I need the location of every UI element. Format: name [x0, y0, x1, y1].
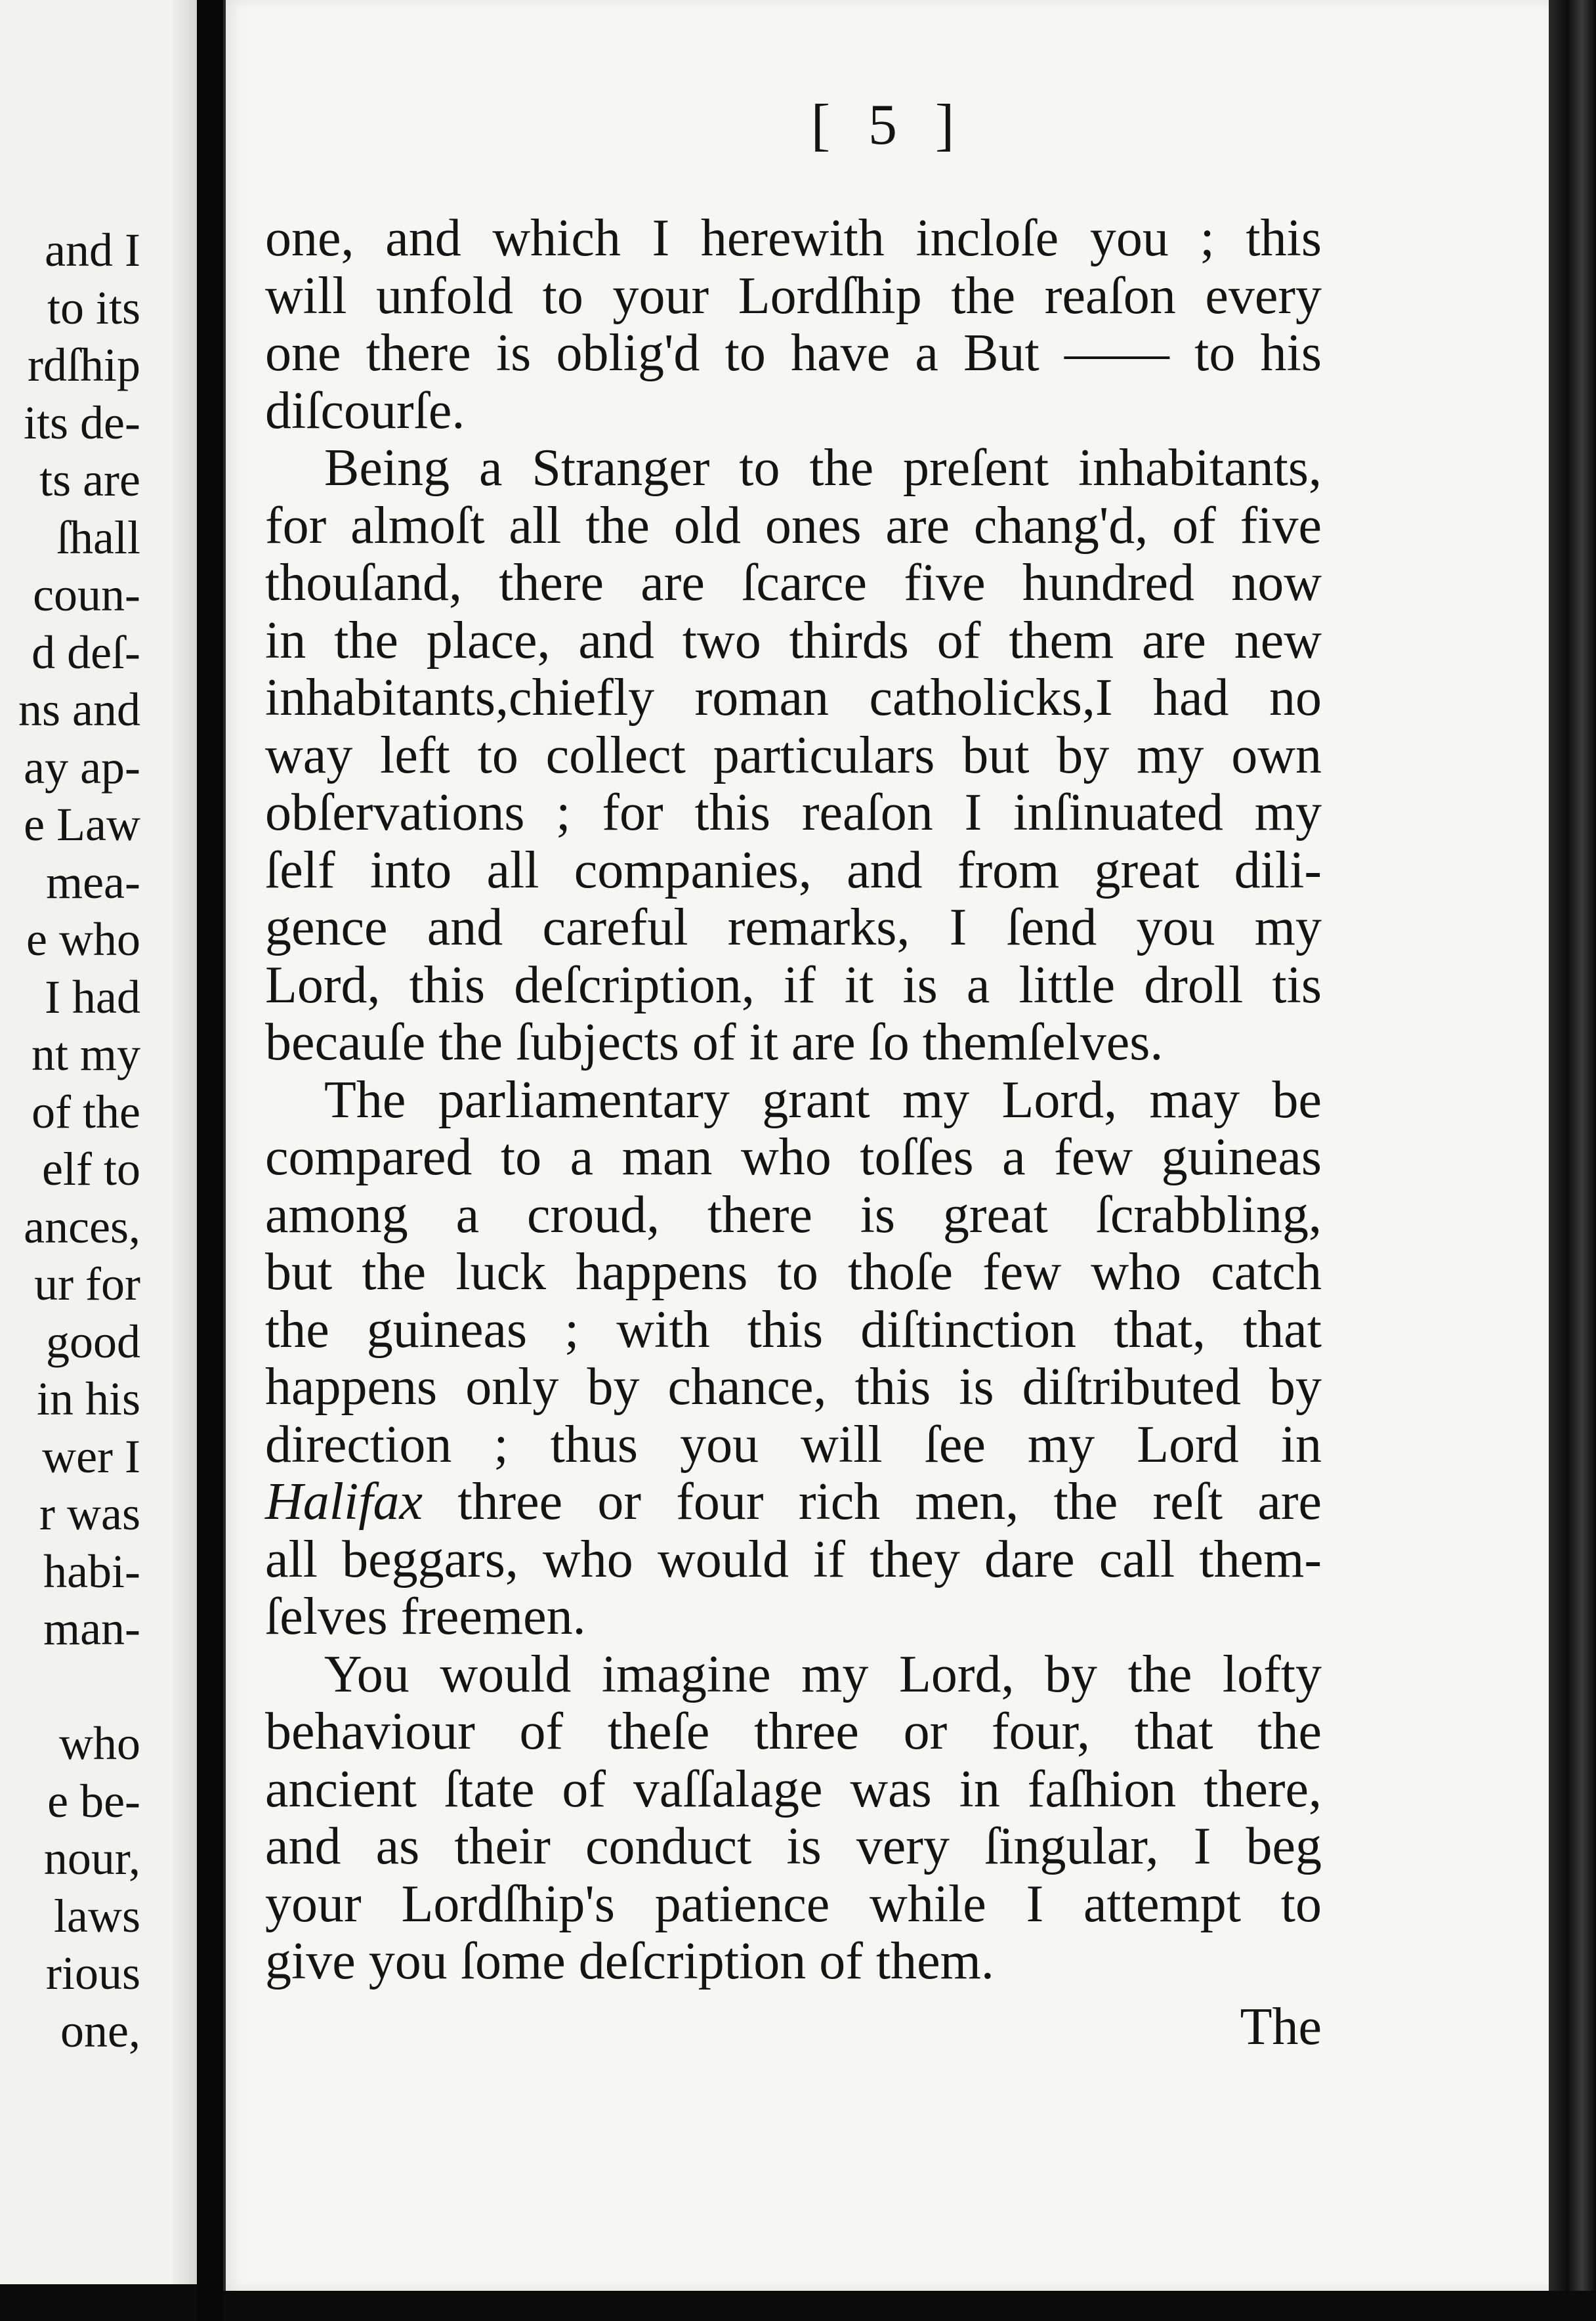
- text-line: ſelf into all companies, and from great dili-: [265, 841, 1322, 899]
- text-line: becauſe the ſubjects of it are ſo themſelves.: [265, 1013, 1164, 1071]
- previous-page-line: e Law: [24, 798, 140, 851]
- previous-page-line: who: [59, 1717, 140, 1770]
- current-page: [223, 0, 1551, 2291]
- place-name: Halifax: [265, 1473, 423, 1531]
- text-line: your Lordſhip's patience while I attempt to: [265, 1875, 1322, 1933]
- previous-page-line: nour,: [43, 1832, 140, 1884]
- text-line: all beggars, who would if they dare call them-: [265, 1530, 1322, 1588]
- text-line: way left to collect particulars but by my own: [265, 726, 1322, 784]
- previous-page-line: elf to: [42, 1143, 140, 1195]
- text-line: inhabitants,chiefly roman catholicks,I had no: [265, 669, 1322, 727]
- page-edges: [1549, 0, 1596, 2321]
- previous-page-line: e who: [26, 913, 140, 966]
- previous-page-line: ts are: [39, 454, 140, 506]
- page-number-header: [ 5 ]: [810, 93, 967, 157]
- previous-page-line: nt my: [31, 1028, 140, 1080]
- text-line: diſcourſe.: [265, 381, 465, 440]
- text-line: one there is oblig'd to have a But —— to his: [265, 324, 1322, 382]
- previous-page-line: in his: [36, 1373, 140, 1425]
- catchword: The: [1240, 1998, 1322, 2056]
- previous-page-line: laws: [54, 1889, 140, 1942]
- text-line: compared to a man who toſſes a few guineas: [265, 1128, 1322, 1186]
- text-line: Being a Stranger to the preſent inhabitants,: [324, 439, 1322, 497]
- text-line: Lord, this deſcription, if it is a little droll tis: [265, 956, 1322, 1014]
- text-line: ancient ſtate of vaſſalage was in faſhion there,: [265, 1760, 1322, 1818]
- previous-page-line: its de-: [24, 396, 140, 449]
- body-text: [265, 210, 1322, 1991]
- previous-page-line: man-: [43, 1602, 140, 1655]
- previous-page-line: ſhall: [56, 511, 140, 564]
- previous-page-line: ances,: [24, 1200, 140, 1253]
- previous-page-line: I had: [45, 970, 140, 1023]
- text-line: and as their conduct is very ſingular, I beg: [265, 1818, 1322, 1875]
- text-line: ſelves freemen.: [265, 1588, 586, 1646]
- text-line: but the luck happens to thoſe few who catch: [265, 1243, 1322, 1301]
- text-line: in the place, and two thirds of them are new: [265, 611, 1322, 670]
- text-line: The parliamentary grant my Lord, may be: [324, 1071, 1322, 1129]
- previous-page-line: ns and: [18, 683, 140, 736]
- text-line: will unfold to your Lordſhip the reaſon every: [265, 266, 1322, 325]
- text-line-rest: three or four rich men, the reſt are: [457, 1473, 1322, 1531]
- previous-page-line: good: [46, 1315, 140, 1368]
- text-line: direction ; thus you will ſee my Lord in: [265, 1415, 1322, 1474]
- text-line-with-place: [265, 1474, 1322, 1531]
- previous-page-line: e be-: [47, 1774, 140, 1827]
- text-line: gence and careful remarks, I ſend you my: [265, 899, 1322, 956]
- text-line: You would imagine my Lord, by the lofty: [324, 1645, 1322, 1703]
- text-line: the guineas ; with this diſtinction that, that: [265, 1300, 1322, 1359]
- previous-page-line: mea-: [46, 855, 140, 908]
- previous-page-line: ay ap-: [24, 740, 140, 794]
- previous-page-line: of the: [32, 1085, 140, 1138]
- text-line: give you ſome deſcription of them.: [265, 1932, 994, 1990]
- previous-page: [0, 0, 201, 2284]
- book-gutter: [197, 0, 223, 2321]
- text-line: thouſand, there are ſcarce five hundred now: [265, 554, 1322, 612]
- text-line: happens only by chance, this is diſtributed by: [265, 1358, 1322, 1416]
- text-line: behaviour of theſe three or four, that the: [265, 1703, 1322, 1760]
- previous-page-line: habi-: [43, 1544, 140, 1598]
- text-line: obſervations ; for this reaſon I inſinuated my: [265, 784, 1322, 841]
- previous-page-line: ur for: [34, 1258, 140, 1310]
- previous-page-line: d deſ-: [32, 626, 140, 679]
- text-line: among a croud, there is great ſcrabbling,: [265, 1185, 1322, 1244]
- previous-page-line: r was: [39, 1487, 140, 1540]
- previous-page-line: and I: [45, 224, 140, 276]
- previous-page-line: wer I: [42, 1430, 140, 1483]
- previous-page-line: coun-: [33, 568, 140, 621]
- text-line: for almoſt all the old ones are chang'd, of five: [265, 496, 1322, 555]
- previous-page-line: to its: [47, 281, 140, 334]
- previous-page-line: rious: [46, 1947, 140, 1999]
- previous-page-line: rdſhip: [28, 339, 140, 391]
- text-line: one, and which I herewith incloſe you ; this: [265, 209, 1322, 267]
- scan-border: [223, 2291, 1596, 2321]
- previous-page-line: one,: [60, 2004, 140, 2057]
